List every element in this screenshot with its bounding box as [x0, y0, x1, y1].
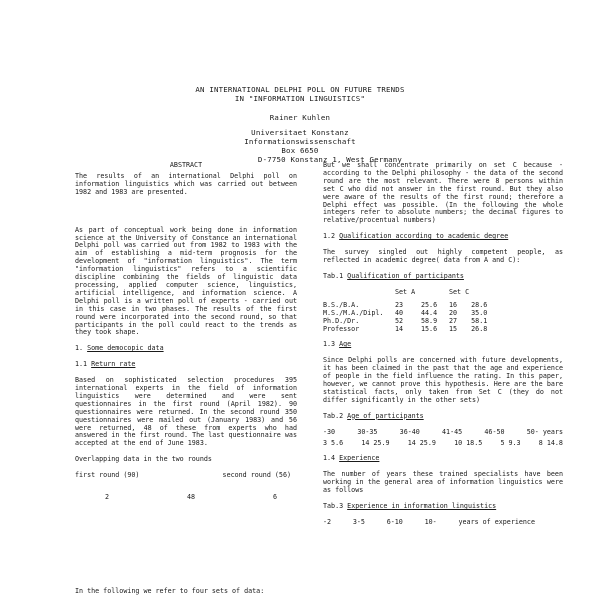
affiliation-box: Box 6650: [281, 146, 319, 155]
age-header-cell: 41-45: [442, 427, 463, 436]
section-1-1-title: Return rate: [91, 360, 136, 369]
table-header-cell: Set C: [449, 287, 470, 296]
section-1-2-title: Qualification according to academic degree: [339, 232, 509, 241]
experience-table-header: [323, 519, 563, 527]
table-2-title: Age of participants: [347, 411, 424, 420]
overlap-title: Overlapping data in the two rounds: [75, 455, 212, 464]
section-1-1-heading: [75, 361, 297, 369]
age-header-cell: -30: [323, 427, 336, 436]
table-1-title: Qualification of participants: [347, 271, 464, 280]
paper-title-line-1: AN INTERNATIONAL DELPHI POLL ON FUTURE TRENDS: [195, 85, 405, 94]
experience-header-cell: years of experience: [458, 518, 535, 526]
experience-header-cell: 3-5: [352, 518, 365, 526]
table-header-cell: Set A: [395, 287, 416, 296]
section-1-heading: [75, 345, 297, 353]
table-cell: 35.0: [471, 308, 488, 317]
table-cell: 15: [449, 324, 458, 333]
second-round-label: second round (56): [222, 471, 291, 480]
affiliation-university: Universitaet Konstanz: [251, 128, 349, 137]
set-c-paragraph: But we shall concentrate primarily on set C because - according to the Delphi philosophy - the data of the second round are the most relevant. There were 8 persons within set C who did not answer in the first round. But they also were aware of the results of the first round; therefore a Delphi effect was possible. (In the following the whole integers refer to absolute numbers; the decimal figures to relative/procentual numbers): [323, 161, 563, 225]
section-1-title: Some democopic data: [87, 344, 164, 353]
section-1-3-number: 1.3: [323, 340, 336, 349]
age-value-cell: 3 5.6: [323, 438, 344, 447]
table-cell: Ph.D./Dr.: [323, 316, 360, 325]
table-cell: 58.9: [421, 316, 438, 325]
table-cell: 58.1: [471, 316, 488, 325]
overlap-value-second-only: 6: [272, 493, 277, 502]
table-cell: 28.6: [471, 300, 488, 309]
qualification-paragraph: The survey singled out highly competent people, as reflected in academic degree( data from A and C):: [323, 248, 563, 265]
section-1-4-heading: [323, 455, 563, 463]
qualification-table: [323, 289, 489, 334]
age-value-cell: 14 25.9: [407, 438, 436, 447]
left-column: [75, 162, 297, 502]
section-1-2-number: 1.2: [323, 232, 336, 241]
table-1-label: Tab.1: [323, 271, 344, 280]
overlap-values-row: [75, 494, 297, 502]
table-2-caption: [323, 413, 563, 421]
experience-header-cell: 10-: [424, 518, 437, 526]
abstract-heading: ABSTRACT: [169, 161, 203, 169]
introduction-paragraph: As part of conceptual work being done in information science at the University of Constance an international Delphi poll was carried out from 1982 to 1983 with the aim of establishing a mid-term prognosis for the development of "information linguistics". The term "information linguistics" refers to a scientific discipline combining the fields of linguistic data processing, applied computer science, linguistics, artificial intelligence, and information science. A Delphi poll is a written poll of experts - carried out in this case in two phases. The results of the first round were incorporated into the second round, so that participants in the poll could react to the trends as they took shape.: [75, 225, 297, 337]
age-header-cell: 36-40: [399, 427, 420, 436]
age-value-cell: 10 18.5: [454, 438, 483, 447]
paper-title-line-2: IN "INFORMATION LINGUISTICS": [234, 94, 366, 103]
first-round-label: first round (90): [75, 471, 140, 480]
table-cell: 25.6: [421, 300, 438, 309]
experience-header-cell: 6-10: [386, 518, 403, 526]
section-1-3-title: Age: [339, 340, 352, 349]
experience-paragraph: The number of years these trained specialists have been working in the general area of information linguistics were as follows: [323, 470, 563, 495]
age-table-header: [323, 429, 563, 437]
table-cell: 20: [449, 308, 458, 317]
section-1-3-heading: [323, 341, 563, 349]
age-header-cell: 30-35: [357, 427, 378, 436]
left-bottom-text: In the following we refer to four sets of data:: [75, 587, 265, 595]
overlap-value-both: 48: [186, 493, 196, 502]
return-rate-paragraph: Based on sophisticated selection procedures 395 international experts in the field of information linguistics were determined and were sent questionnaires in the first round (April 1982). 90 questionnaires were returned. In the second round 350 questionnaires were mailed out (January 1983) and 56 were returned, 48 of these from experts who had answered in the first round. The last questionnaire was accepted at the end of June 1983.: [75, 376, 297, 448]
abstract-text: The results of an international Delphi poll on information linguistics which was carried out between 1982 and 1983 are presented.: [75, 171, 297, 196]
table-3-label: Tab.3: [323, 502, 344, 511]
table-cell: 16: [449, 300, 458, 309]
age-header-cell: 50- years: [526, 427, 563, 436]
table-cell: Professor: [323, 324, 360, 333]
section-1-1-number: 1.1: [75, 360, 88, 369]
table-header-cell: [471, 289, 489, 297]
right-column: [323, 162, 563, 527]
table-1-caption: [323, 273, 563, 281]
overlap-rounds-row: [75, 472, 297, 480]
age-value-cell: 14 25.9: [361, 438, 390, 447]
section-1-4-number: 1.4: [323, 454, 336, 463]
table-cell: 40: [395, 308, 404, 317]
table-header-cell: [323, 289, 395, 297]
table-2-label: Tab.2: [323, 411, 344, 420]
section-1-2-heading: [323, 233, 563, 241]
table-cell: 15.6: [421, 324, 438, 333]
table-cell: 52: [395, 316, 404, 325]
section-1-4-title: Experience: [339, 454, 380, 463]
age-value-cell: 8 14.8: [538, 438, 563, 447]
table-cell: B.S./B.A.: [323, 300, 360, 309]
table-cell: 23: [395, 300, 404, 309]
age-header-cell: 46-50: [484, 427, 505, 436]
age-paragraph: Since Delphi polls are concerned with future developments, it has been claimed in the past that the age and experience of people in the field influence the rating. In this paper, however, we cannot prove this hypothesis. Here are the bare statistical facts, only taken from Set C (they do not differ significantly in the other sets): [323, 356, 563, 404]
age-table-values: [323, 440, 563, 448]
table-cell: 44.4: [421, 308, 438, 317]
table-3-caption: [323, 503, 563, 511]
age-value-cell: 5 9.3: [500, 438, 521, 447]
table-row: [323, 326, 489, 334]
table-cell: M.S./M.A./Dipl.: [323, 308, 384, 317]
table-3-title: Experience in information linguistics: [347, 502, 497, 511]
experience-header-cell: -2: [323, 518, 332, 526]
author-name: Rainer Kuhlen: [269, 113, 331, 122]
table-cell: 14: [395, 324, 404, 333]
affiliation-address: D-7750 Konstanz 1, West Germany: [257, 155, 403, 164]
affiliation-department: Informationswissenschaft: [244, 137, 356, 146]
table-header-cell: [421, 289, 449, 297]
table-cell: 27: [449, 316, 458, 325]
section-1-number: 1.: [75, 344, 84, 353]
table-cell: 26.8: [471, 324, 488, 333]
overlap-value-first-only: 2: [105, 493, 110, 502]
table-header-row: [323, 289, 489, 297]
